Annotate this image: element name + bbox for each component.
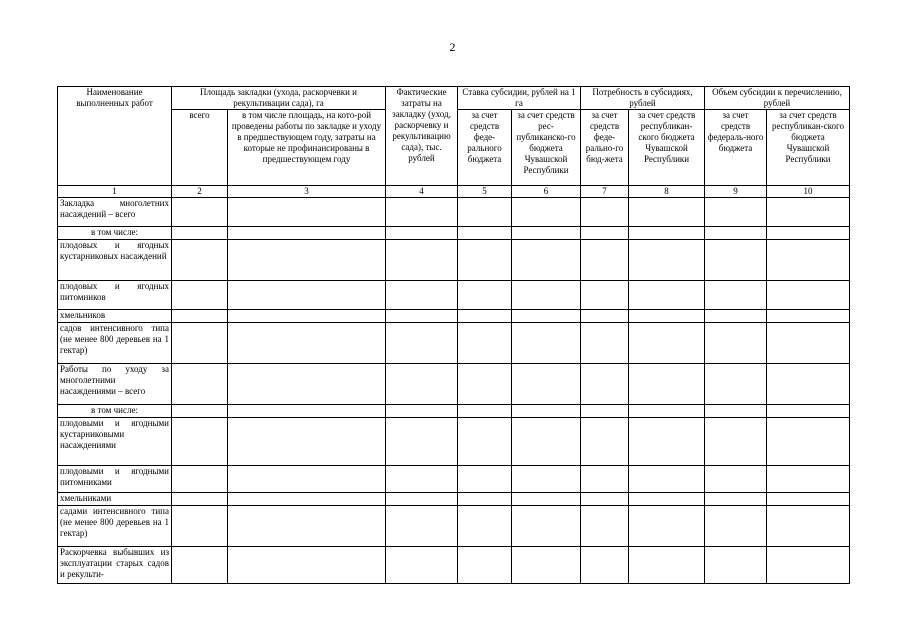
header-need-republic: за счет средств республикан-ского бюджета Чувашской Республики bbox=[629, 110, 705, 186]
empty-cell bbox=[581, 547, 629, 584]
table-row bbox=[58, 364, 850, 405]
empty-cell bbox=[629, 198, 705, 227]
empty-cell bbox=[386, 198, 458, 227]
row-label: плодовых и ягодных кустарниковых насаждений bbox=[58, 240, 172, 281]
empty-cell bbox=[512, 466, 581, 493]
table-row bbox=[58, 493, 850, 506]
header-rate-federal: за счет средств феде-рального бюджета bbox=[458, 110, 512, 186]
empty-cell bbox=[386, 364, 458, 405]
empty-cell bbox=[458, 323, 512, 364]
empty-cell bbox=[512, 323, 581, 364]
empty-cell bbox=[767, 493, 850, 506]
table-row bbox=[58, 310, 850, 323]
empty-cell bbox=[172, 227, 228, 240]
column-number: 7 bbox=[581, 186, 629, 198]
empty-cell bbox=[458, 281, 512, 310]
empty-cell bbox=[512, 547, 581, 584]
empty-cell bbox=[705, 227, 767, 240]
row-label: Закладка многолетних насаждений – всего bbox=[58, 198, 172, 227]
table-row bbox=[58, 418, 850, 466]
column-number: 5 bbox=[458, 186, 512, 198]
header-volume-republic: за счет средств республикан-ского бюджета Чувашской Республики bbox=[767, 110, 850, 186]
empty-cell bbox=[228, 281, 386, 310]
empty-cell bbox=[172, 493, 228, 506]
empty-cell bbox=[228, 418, 386, 466]
empty-cell bbox=[629, 310, 705, 323]
table-row bbox=[58, 240, 850, 281]
empty-cell bbox=[581, 281, 629, 310]
header-need-federal: за счет средств феде-рально-го бюд-жета bbox=[581, 110, 629, 186]
row-label: садов интенсивного типа (не менее 800 деревьев на 1 гектар) bbox=[58, 323, 172, 364]
empty-cell bbox=[228, 310, 386, 323]
empty-cell bbox=[767, 547, 850, 584]
empty-cell bbox=[581, 323, 629, 364]
empty-cell bbox=[458, 506, 512, 547]
header-costs: Фактические затраты на закладку (уход, раскорчевку и рекультивацию сада), тыс. рублей bbox=[386, 87, 458, 186]
empty-cell bbox=[228, 198, 386, 227]
column-number: 1 bbox=[58, 186, 172, 198]
header-name: Наименование выполненных работ bbox=[58, 87, 172, 186]
empty-cell bbox=[629, 405, 705, 418]
header-volume-group: Объем субсидии к перечислению, рублей bbox=[705, 87, 850, 110]
empty-cell bbox=[512, 418, 581, 466]
row-label: хмельников bbox=[58, 310, 172, 323]
empty-cell bbox=[581, 310, 629, 323]
empty-cell bbox=[705, 310, 767, 323]
table-body bbox=[58, 198, 850, 584]
empty-cell bbox=[458, 493, 512, 506]
empty-cell bbox=[629, 466, 705, 493]
table-row bbox=[58, 506, 850, 547]
column-number: 4 bbox=[386, 186, 458, 198]
empty-cell bbox=[458, 405, 512, 418]
table-row bbox=[58, 198, 850, 227]
empty-cell bbox=[581, 506, 629, 547]
header-area-incl: в том числе площадь, на кото-рой проведены работы по закладке и уходу в предшествующем году, затраты на которые не профинансированы в предшествующем году bbox=[228, 110, 386, 186]
empty-cell bbox=[705, 198, 767, 227]
empty-cell bbox=[767, 281, 850, 310]
empty-cell bbox=[386, 323, 458, 364]
empty-cell bbox=[767, 506, 850, 547]
empty-cell bbox=[512, 198, 581, 227]
empty-cell bbox=[767, 364, 850, 405]
empty-cell bbox=[705, 405, 767, 418]
empty-cell bbox=[767, 198, 850, 227]
header-need-group: Потребность в субсидиях, рублей bbox=[581, 87, 705, 110]
table-row bbox=[58, 323, 850, 364]
empty-cell bbox=[228, 364, 386, 405]
empty-cell bbox=[228, 466, 386, 493]
empty-cell bbox=[767, 405, 850, 418]
empty-cell bbox=[512, 364, 581, 405]
empty-cell bbox=[386, 227, 458, 240]
empty-cell bbox=[172, 364, 228, 405]
empty-cell bbox=[386, 547, 458, 584]
table-row bbox=[58, 405, 850, 418]
empty-cell bbox=[767, 310, 850, 323]
empty-cell bbox=[386, 506, 458, 547]
empty-cell bbox=[386, 281, 458, 310]
column-number: 10 bbox=[767, 186, 850, 198]
empty-cell bbox=[172, 323, 228, 364]
empty-cell bbox=[629, 240, 705, 281]
empty-cell bbox=[386, 418, 458, 466]
empty-cell bbox=[767, 466, 850, 493]
subsidy-form-table bbox=[57, 86, 850, 584]
empty-cell bbox=[705, 547, 767, 584]
empty-cell bbox=[629, 506, 705, 547]
empty-cell bbox=[172, 418, 228, 466]
column-number: 6 bbox=[512, 186, 581, 198]
empty-cell bbox=[705, 364, 767, 405]
row-label: в том числе: bbox=[58, 405, 172, 418]
empty-cell bbox=[581, 405, 629, 418]
page-number: 2 bbox=[449, 40, 456, 54]
empty-cell bbox=[172, 281, 228, 310]
row-label: плодовыми и ягодными кустарниковыми насаждениями bbox=[58, 418, 172, 466]
empty-cell bbox=[172, 198, 228, 227]
empty-cell bbox=[512, 405, 581, 418]
empty-cell bbox=[458, 547, 512, 584]
table-row bbox=[58, 466, 850, 493]
empty-cell bbox=[228, 506, 386, 547]
table-row bbox=[58, 281, 850, 310]
empty-cell bbox=[512, 506, 581, 547]
empty-cell bbox=[458, 466, 512, 493]
empty-cell bbox=[458, 364, 512, 405]
empty-cell bbox=[767, 240, 850, 281]
column-number: 2 bbox=[172, 186, 228, 198]
row-label: в том числе: bbox=[58, 227, 172, 240]
header-area-total: всего bbox=[172, 110, 228, 186]
column-number: 8 bbox=[629, 186, 705, 198]
empty-cell bbox=[581, 240, 629, 281]
empty-cell bbox=[172, 466, 228, 493]
empty-cell bbox=[767, 418, 850, 466]
row-label: Раскорчевка выбывших из эксплуатации старых садов и рекульти- bbox=[58, 547, 172, 584]
row-label: плодовыми и ягодными питомниками bbox=[58, 466, 172, 493]
header-rate-group: Ставка субсидии, рублей на 1 га bbox=[458, 87, 581, 110]
empty-cell bbox=[629, 364, 705, 405]
empty-cell bbox=[629, 547, 705, 584]
empty-cell bbox=[386, 240, 458, 281]
empty-cell bbox=[172, 405, 228, 418]
empty-cell bbox=[386, 310, 458, 323]
empty-cell bbox=[581, 493, 629, 506]
row-label: садами интенсивного типа (не менее 800 деревьев на 1 гектар) bbox=[58, 506, 172, 547]
empty-cell bbox=[172, 310, 228, 323]
empty-cell bbox=[581, 198, 629, 227]
empty-cell bbox=[629, 323, 705, 364]
empty-cell bbox=[705, 281, 767, 310]
empty-cell bbox=[581, 418, 629, 466]
header-volume-federal: за счет средств федераль-ного бюджета bbox=[705, 110, 767, 186]
empty-cell bbox=[386, 405, 458, 418]
empty-cell bbox=[705, 506, 767, 547]
row-label: Работы по уходу за многолетними насаждениями – всего bbox=[58, 364, 172, 405]
table-row bbox=[58, 227, 850, 240]
empty-cell bbox=[458, 240, 512, 281]
empty-cell bbox=[512, 493, 581, 506]
empty-cell bbox=[512, 310, 581, 323]
empty-cell bbox=[386, 493, 458, 506]
empty-cell bbox=[458, 198, 512, 227]
empty-cell bbox=[705, 418, 767, 466]
empty-cell bbox=[458, 227, 512, 240]
empty-cell bbox=[228, 547, 386, 584]
empty-cell bbox=[767, 323, 850, 364]
empty-cell bbox=[629, 281, 705, 310]
empty-cell bbox=[767, 227, 850, 240]
empty-cell bbox=[512, 227, 581, 240]
empty-cell bbox=[629, 227, 705, 240]
header-rate-republic: за счет средств рес-публиканско-го бюджета Чувашской Республики bbox=[512, 110, 581, 186]
empty-cell bbox=[172, 506, 228, 547]
empty-cell bbox=[228, 493, 386, 506]
empty-cell bbox=[581, 227, 629, 240]
column-number: 3 bbox=[228, 186, 386, 198]
empty-cell bbox=[581, 466, 629, 493]
empty-cell bbox=[629, 418, 705, 466]
empty-cell bbox=[629, 493, 705, 506]
empty-cell bbox=[228, 227, 386, 240]
row-label: хмельниками bbox=[58, 493, 172, 506]
header-area-group: Площадь закладки (ухода, раскорчевки и рекультивации сада), га bbox=[172, 87, 386, 110]
empty-cell bbox=[228, 323, 386, 364]
empty-cell bbox=[458, 418, 512, 466]
table-row bbox=[58, 547, 850, 584]
empty-cell bbox=[458, 310, 512, 323]
column-number: 9 bbox=[705, 186, 767, 198]
column-number-row bbox=[58, 186, 850, 198]
empty-cell bbox=[581, 364, 629, 405]
empty-cell bbox=[228, 405, 386, 418]
empty-cell bbox=[172, 240, 228, 281]
empty-cell bbox=[705, 466, 767, 493]
empty-cell bbox=[705, 323, 767, 364]
empty-cell bbox=[228, 240, 386, 281]
empty-cell bbox=[386, 466, 458, 493]
row-label: плодовых и ягодных питомников bbox=[58, 281, 172, 310]
empty-cell bbox=[705, 240, 767, 281]
empty-cell bbox=[172, 547, 228, 584]
empty-cell bbox=[512, 281, 581, 310]
empty-cell bbox=[512, 240, 581, 281]
empty-cell bbox=[705, 493, 767, 506]
